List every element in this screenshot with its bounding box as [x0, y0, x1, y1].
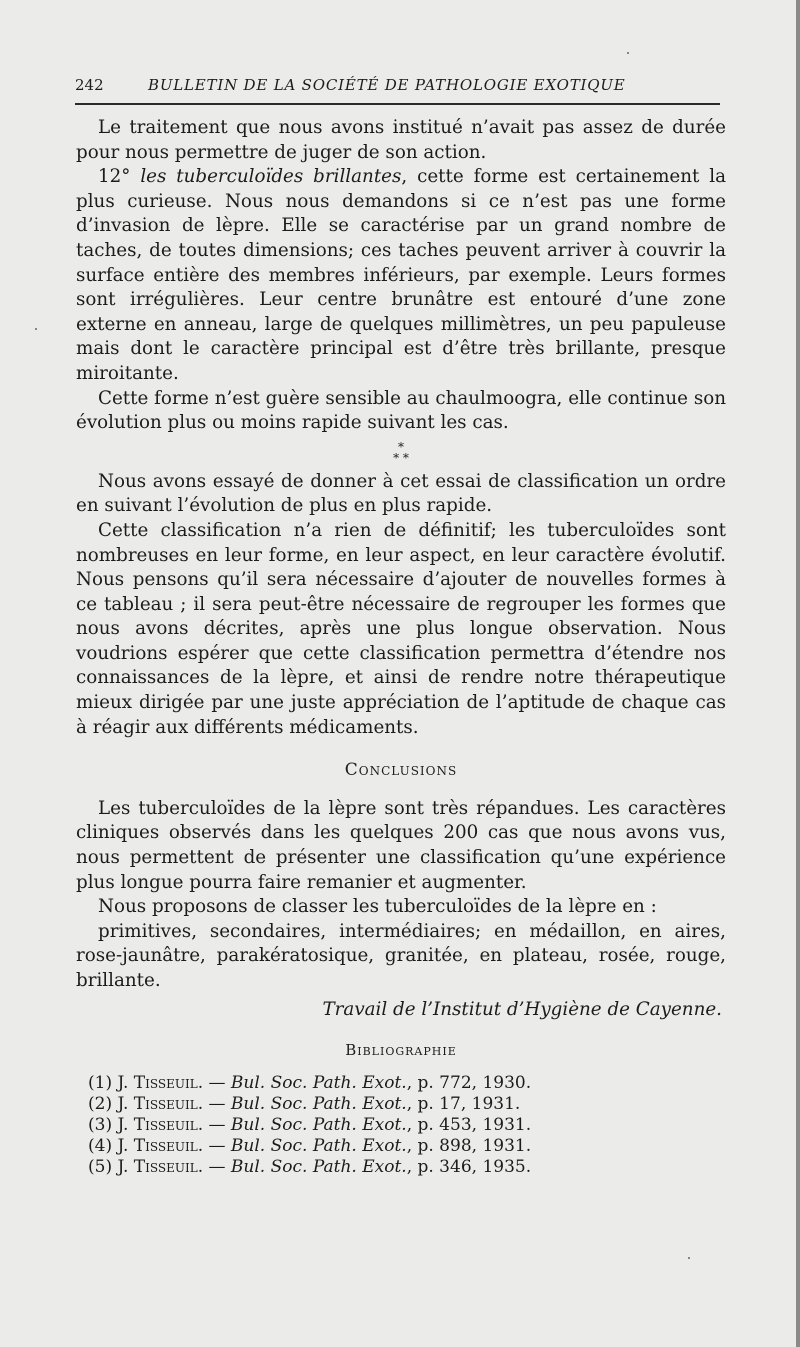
- article-body: [76, 116, 726, 1178]
- institution-signature: Travail de l’Institut d’Hygiène de Cayenne.: [322, 998, 722, 1020]
- bibliography-entry: (5) J. Tisseuil. — Bul. Soc. Path. Exot., p. 346, 1935.: [88, 1156, 532, 1177]
- entry-number: (5): [88, 1156, 113, 1177]
- entry-ref: , p. 453, 1931.: [406, 1114, 532, 1135]
- paragraph: Nous avons essayé de donner à cet essai de classification un ordre en suivant l’évolution de plus en plus rapide.: [76, 470, 726, 517]
- entry-journal: Bul. Soc. Path. Exot.: [230, 1093, 407, 1114]
- paragraph: [76, 165, 726, 386]
- paragraph: Nous proposons de classer les tuberculoïdes de la lèpre en :: [98, 896, 657, 918]
- bibliography-entry: (2) J. Tisseuil. — Bul. Soc. Path. Exot., p. 17, 1931.: [88, 1093, 521, 1114]
- entry-journal: Bul. Soc. Path. Exot.: [230, 1135, 407, 1156]
- paragraph: Cette classification n’a rien de définitif; les tuberculoïdes sont nombreuses en leur forme, en leur aspect, en leur caractère évolutif. Nous pensons qu’il sera nécessaire d’ajouter de nouvelles formes à ce tableau ; il sera peut-être nécessaire de regrouper les formes que nous avons décrites, après une plus longue observation. Nous voudrions espérer que cette classification permettra d’étendre nos connaissances de la lèpre, et ainsi de rendre notre thérapeutique mieux dirigée par une juste appréciation de l’aptitude de chaque cas à réagir aux différents médicaments.: [76, 519, 726, 738]
- paper-speck: [688, 1257, 690, 1259]
- item-term: les tuberculoïdes brillantes: [140, 166, 402, 188]
- bibliography-entry: (4) J. Tisseuil. — Bul. Soc. Path. Exot., p. 898, 1931.: [88, 1135, 532, 1156]
- header-rule: [75, 103, 720, 105]
- bibliography-entry: (3) J. Tisseuil. — Bul. Soc. Path. Exot., p. 453, 1931.: [88, 1114, 532, 1135]
- entry-ref: , p. 17, 1931.: [406, 1093, 521, 1114]
- entry-number: (3): [88, 1114, 113, 1135]
- item-description: , cette forme est certainement la plus curieuse. Nous nous demandons si ce n’est pas une forme d’invasion de lèpre. Elle se caractérise par un grand nombre de taches, de toutes dimensions; ces taches peuvent arriver à couvrir la surface entière des membres inférieurs, par exemple. Leurs formes sont irrégulières. Leur centre brunâtre est entouré d’une zone externe en anneau, large de quelques millimètres, un peu papuleuse mais dont le caractère principal est d’être très brillante, presque miroitante.: [76, 166, 726, 384]
- entry-journal: Bul. Soc. Path. Exot.: [230, 1156, 407, 1177]
- asterism-top: *: [398, 439, 404, 454]
- page-edge-shadow: [796, 0, 800, 1347]
- entry-author: J. Tisseuil.: [117, 1072, 204, 1093]
- entry-number: (4): [88, 1135, 113, 1156]
- entry-number: (2): [88, 1093, 113, 1114]
- page-header: [75, 74, 720, 102]
- running-title: BULLETIN DE LA SOCIÉTÉ DE PATHOLOGIE EXOTIQUE: [148, 76, 626, 94]
- bibliography-list: [76, 1073, 726, 1178]
- entry-journal: Bul. Soc. Path. Exot.: [230, 1114, 407, 1135]
- asterism-bottom: * *: [393, 450, 409, 465]
- paragraph: primitives, secondaires, intermédiaires; en médaillon, en aires, rose-jaunâtre, parakératosique, granitée, en plateau, rosée, rouge, brillante.: [76, 920, 726, 991]
- bibliography-entry: (1) J. Tisseuil. — Bul. Soc. Path. Exot., p. 772, 1930.: [88, 1072, 532, 1093]
- entry-journal: Bul. Soc. Path. Exot.: [230, 1072, 407, 1093]
- page-number: 242: [75, 76, 104, 94]
- entry-author: J. Tisseuil.: [117, 1156, 204, 1177]
- entry-author: J. Tisseuil.: [117, 1135, 204, 1156]
- paragraph: Cette forme n’est guère sensible au chaulmoogra, elle continue son évolution plus ou moins rapide suivant les cas.: [76, 387, 726, 434]
- entry-ref: , p. 346, 1935.: [406, 1156, 532, 1177]
- entry-ref: , p. 772, 1930.: [406, 1072, 532, 1093]
- entry-author: J. Tisseuil.: [117, 1114, 204, 1135]
- paragraph: Les tuberculoïdes de la lèpre sont très répandues. Les caractères cliniques observés dans les quelques 200 cas que nous avons vus, nous permettent de présenter une classification qu’une expérience plus longue pourra faire remanier et augmenter.: [76, 797, 726, 893]
- entry-number: (1): [88, 1072, 113, 1093]
- entry-ref: , p. 898, 1931.: [406, 1135, 532, 1156]
- paragraph: Le traitement que nous avons institué n’avait pas assez de durée pour nous permettre de juger de son action.: [76, 117, 726, 163]
- entry-author: J. Tisseuil.: [117, 1093, 204, 1114]
- paper-speck: [627, 52, 629, 54]
- bibliography-heading: Bibliographie: [345, 1041, 457, 1060]
- asterism: [76, 439, 726, 465]
- item-number: 12°: [98, 166, 141, 188]
- paper-speck: [35, 328, 37, 330]
- conclusions-heading: Conclusions: [344, 760, 458, 781]
